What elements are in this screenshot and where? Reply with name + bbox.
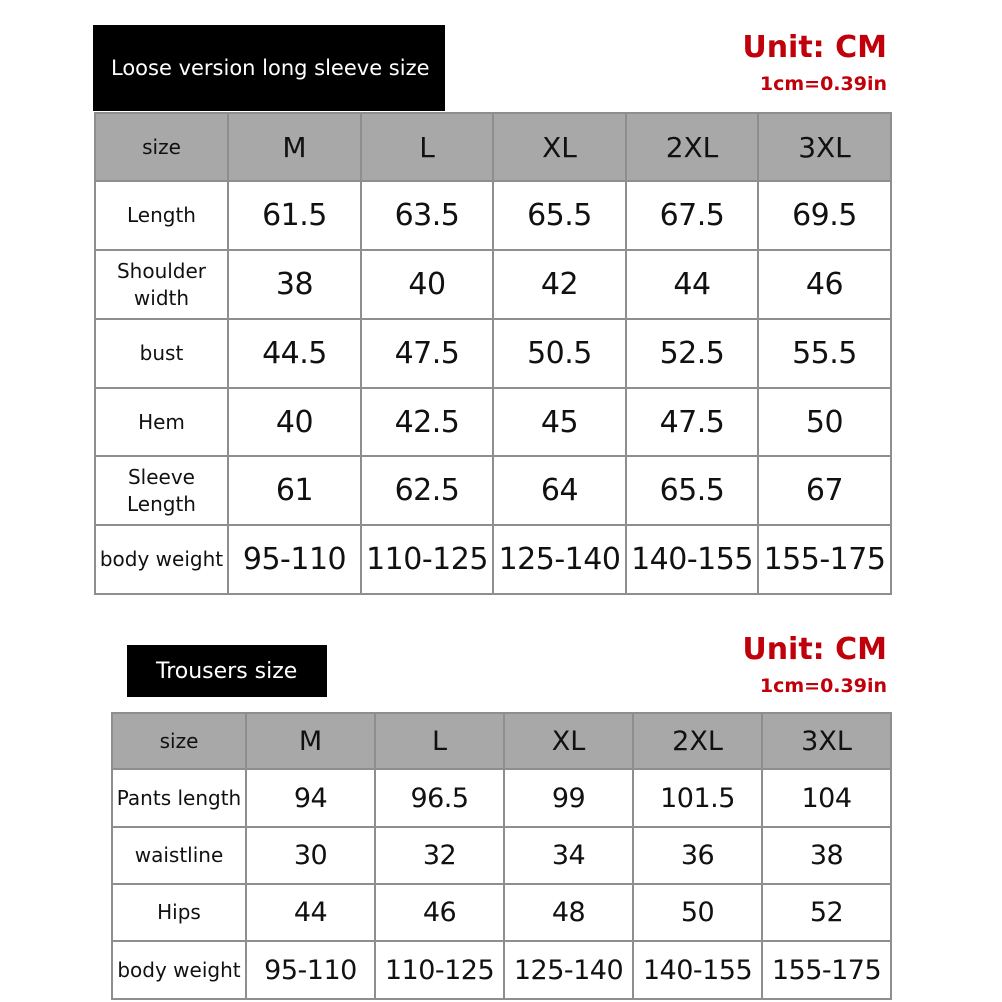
cell-value: 44.5 <box>228 319 361 388</box>
row-label: Length <box>95 181 228 250</box>
cell-value: 40 <box>361 250 493 319</box>
cell-value: 65.5 <box>493 181 626 250</box>
table-row <box>95 456 891 525</box>
tops-title-banner <box>93 25 445 111</box>
cell-value: 34 <box>504 827 633 884</box>
trousers-size-3xl: 3XL <box>762 713 891 769</box>
cell-value: 32 <box>375 827 504 884</box>
cell-value: 94 <box>246 769 375 827</box>
row-label: Shoulder width <box>95 250 228 319</box>
cell-value: 125-140 <box>493 525 626 594</box>
tops-unit-note <box>742 30 887 95</box>
cell-value: 155-175 <box>762 941 891 999</box>
cell-value: 44 <box>626 250 758 319</box>
cell-value: 140-155 <box>633 941 762 999</box>
cell-value: 155-175 <box>758 525 891 594</box>
trousers-title-banner <box>127 645 327 697</box>
table-row <box>95 250 891 319</box>
cell-value: 69.5 <box>758 181 891 250</box>
cell-value: 52.5 <box>626 319 758 388</box>
table-row <box>112 769 891 827</box>
cell-value: 62.5 <box>361 456 493 525</box>
cell-value: 63.5 <box>361 181 493 250</box>
trousers-conversion: 1cm=0.39in <box>759 675 887 697</box>
cell-value: 45 <box>493 388 626 456</box>
tops-header-size-label: size <box>95 113 228 181</box>
trousers-unit: Unit: CM <box>742 632 887 667</box>
cell-value: 125-140 <box>504 941 633 999</box>
trousers-unit-note <box>742 632 887 697</box>
trousers-size-m: M <box>246 713 375 769</box>
cell-value: 50.5 <box>493 319 626 388</box>
table-row <box>95 388 891 456</box>
tops-unit: Unit: CM <box>742 30 887 65</box>
tops-header-row <box>95 113 891 181</box>
cell-value: 110-125 <box>361 525 493 594</box>
cell-value: 67 <box>758 456 891 525</box>
trousers-size-table <box>111 712 892 1000</box>
cell-value: 65.5 <box>626 456 758 525</box>
cell-value: 50 <box>633 884 762 941</box>
cell-value: 38 <box>228 250 361 319</box>
tops-conversion: 1cm=0.39in <box>759 73 887 95</box>
cell-value: 61 <box>228 456 361 525</box>
cell-value: 99 <box>504 769 633 827</box>
cell-value: 67.5 <box>626 181 758 250</box>
cell-value: 36 <box>633 827 762 884</box>
cell-value: 47.5 <box>626 388 758 456</box>
row-label: Pants length <box>112 769 246 827</box>
trousers-size-2xl: 2XL <box>633 713 762 769</box>
row-label: Hips <box>112 884 246 941</box>
row-label: body weight <box>95 525 228 594</box>
cell-value: 95-110 <box>246 941 375 999</box>
cell-value: 47.5 <box>361 319 493 388</box>
cell-value: 30 <box>246 827 375 884</box>
cell-value: 110-125 <box>375 941 504 999</box>
table-row <box>112 941 891 999</box>
trousers-title: Trousers size <box>156 658 298 684</box>
row-label: Hem <box>95 388 228 456</box>
cell-value: 42 <box>493 250 626 319</box>
cell-value: 104 <box>762 769 891 827</box>
row-label: body weight <box>112 941 246 999</box>
cell-value: 55.5 <box>758 319 891 388</box>
cell-value: 52 <box>762 884 891 941</box>
trousers-size-xl: XL <box>504 713 633 769</box>
cell-value: 140-155 <box>626 525 758 594</box>
row-label: Sleeve Length <box>95 456 228 525</box>
table-row <box>95 319 891 388</box>
trousers-header-size-label: size <box>112 713 246 769</box>
row-label: bust <box>95 319 228 388</box>
cell-value: 38 <box>762 827 891 884</box>
row-label: waistline <box>112 827 246 884</box>
trousers-size-l: L <box>375 713 504 769</box>
tops-size-3xl: 3XL <box>758 113 891 181</box>
tops-size-m: M <box>228 113 361 181</box>
table-row <box>112 884 891 941</box>
tops-size-table <box>94 112 892 595</box>
table-row <box>112 827 891 884</box>
trousers-header-row <box>112 713 891 769</box>
tops-size-l: L <box>361 113 493 181</box>
cell-value: 64 <box>493 456 626 525</box>
cell-value: 96.5 <box>375 769 504 827</box>
tops-title: Loose version long sleeve size <box>111 56 430 80</box>
tops-size-xl: XL <box>493 113 626 181</box>
table-row <box>95 525 891 594</box>
cell-value: 61.5 <box>228 181 361 250</box>
table-row <box>95 181 891 250</box>
cell-value: 44 <box>246 884 375 941</box>
cell-value: 48 <box>504 884 633 941</box>
cell-value: 46 <box>375 884 504 941</box>
cell-value: 42.5 <box>361 388 493 456</box>
tops-size-2xl: 2XL <box>626 113 758 181</box>
cell-value: 50 <box>758 388 891 456</box>
cell-value: 40 <box>228 388 361 456</box>
cell-value: 101.5 <box>633 769 762 827</box>
cell-value: 46 <box>758 250 891 319</box>
cell-value: 95-110 <box>228 525 361 594</box>
